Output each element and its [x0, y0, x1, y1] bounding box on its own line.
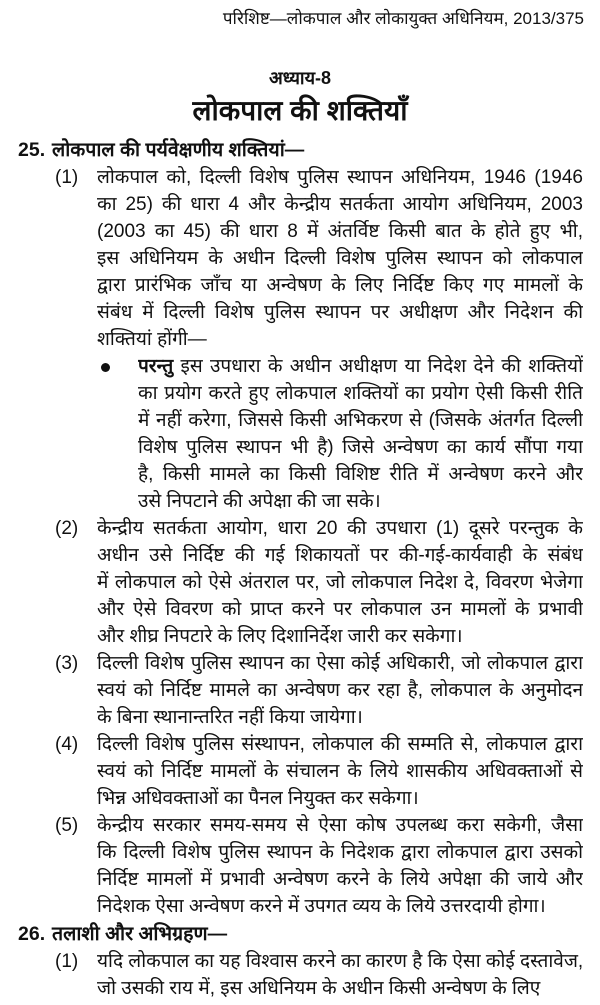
subsection-label: (5) — [55, 815, 79, 836]
text-line: केन्द्रीय सरकार समय-समय से ऐसा कोष उपलब्ध करा सकेगी, जैसा — [97, 815, 583, 836]
section-title: तलाशी और अभिग्रहण— — [52, 923, 228, 945]
text-line: (2003 का 45) की धारा 8 में अंतर्विष्ट किसी बात के होते हुए भी, — [97, 221, 583, 242]
proviso-bullet — [97, 353, 583, 515]
proviso-lead: परन्तु — [138, 356, 174, 377]
text-line: और ऐसे विवरण को प्राप्त करने पर लोकपाल उन मामलों के प्रभावी — [97, 599, 583, 620]
text-line: अधीन उसे निर्दिष्ट की गई शिकायतों पर की-गई-कार्यवाही के संबंध — [97, 545, 583, 566]
text-line: का 25) की धारा 4 और केन्द्रीय सतर्कता आयोग अधिनियम, 2003 — [97, 194, 583, 215]
text-line: विशेष पुलिस स्थापन भी है) जिसे अन्वेषण का कार्य सौंपा गया — [138, 437, 583, 458]
chapter-title: लोकपाल की शक्तियाँ — [192, 95, 408, 126]
text-line: स्वयं को निर्दिष्ट मामलों के संचालन के लिये शासकीय अधिवक्ताओं से — [97, 761, 583, 782]
section-number: 26. — [18, 923, 46, 945]
subsection-label: (3) — [55, 653, 79, 674]
text-line: दिल्ली विशेष पुलिस संस्थापन, लोकपाल की सम्मति से, लोकपाल द्वारा — [97, 734, 583, 755]
subsection-label: (1) — [55, 951, 79, 972]
text-line: दिल्ली विशेष पुलिस स्थापन का ऐसा कोई अधिकारी, जो लोकपाल द्वारा — [97, 653, 583, 674]
text-line: का प्रयोग करते हुए लोकपाल शक्तियों का प्रयोग ऐसी किसी रीति — [138, 383, 583, 404]
text-line: कि दिल्ली विशेष पुलिस स्थापन के निदेशक द्वारा लोकपाल द्वारा उसको — [97, 842, 583, 863]
text-line: निदेशक ऐसा अन्वेषण करने में उपगत व्यय के लिये उत्तरदायी होगा। — [97, 896, 546, 917]
text-line: के बिना स्थानान्तरित नहीं किया जायेगा। — [97, 707, 363, 728]
text-line: और शीघ्र निपटारे के लिए दिशानिर्देश जारी कर सकेगा। — [97, 626, 463, 647]
text-line: में नहीं करेगा, जिससे किसी अभिकरण से (जिसके अंतर्गत दिल्ली — [138, 410, 583, 431]
text-line: यदि लोकपाल का यह विश्वास करने का कारण है कि ऐसा कोई दस्तावेज, — [97, 951, 583, 972]
text-line: स्वयं को निर्दिष्ट मामले का अन्वेषण कर रहा है, लोकपाल के अनुमोदन — [97, 680, 583, 701]
document-body — [0, 136, 600, 1002]
text-line: जो उसकी राय में, इस अधिनियम के अधीन किसी अन्वेषण के लिए — [97, 978, 541, 999]
section-heading — [0, 136, 600, 164]
bullet-icon — [101, 363, 110, 372]
text-line: इस अधिनियम के अधीन दिल्ली विशेष पुलिस स्थापन को लोकपाल — [97, 248, 583, 269]
section-title: लोकपाल की पर्यवेक्षणीय शक्तियां— — [52, 139, 305, 161]
proviso-text: इस उपधारा के अधीन अधीक्षण या निदेश देने की शक्तियों — [180, 356, 583, 377]
section-heading — [0, 920, 600, 948]
text-line: भिन्न अधिवक्ताओं का पैनल नियुक्त कर सकेगा। — [97, 788, 419, 809]
subsection-label: (1) — [55, 167, 79, 188]
text-line: में लोकपाल को ऐसे अंतराल पर, जो लोकपाल निदेश दे, विवरण भेजेगा — [97, 572, 583, 593]
running-header: परिशिष्ट—लोकपाल और लोकायुक्त अधिनियम, 2013/375 — [222, 9, 584, 28]
section-number: 25. — [18, 139, 46, 161]
text-line: संबंध में दिल्ली विशेष पुलिस स्थापन पर अधीक्षण और निदेशन की — [97, 302, 583, 323]
text-line: द्वारा प्रारंभिक जाँच या अन्वेषण के लिए निर्दिष्ट किए गए मामलों के — [97, 275, 583, 296]
text-line: है, किसी मामले का किसी विशिष्ट रीति में अन्वेषण करने और — [138, 464, 583, 485]
subsection — [0, 515, 600, 650]
subsection — [0, 164, 600, 515]
subsection-label: (4) — [55, 734, 79, 755]
subsection — [0, 731, 600, 812]
subsection-label: (2) — [55, 518, 79, 539]
text-line: उसे निपटाने की अपेक्षा की जा सके। — [138, 491, 381, 512]
subsection — [0, 812, 600, 920]
subsection — [0, 650, 600, 731]
text-line — [138, 353, 583, 380]
chapter-label: अध्याय-8 — [268, 68, 332, 88]
section-25 — [0, 136, 600, 920]
section-26 — [0, 920, 600, 1002]
text-line: निर्दिष्ट मामलों में प्रभावी अन्वेषण करने के लिये अपेक्षा की जाये और — [97, 869, 583, 890]
text-line: केन्द्रीय सतर्कता आयोग, धारा 20 की उपधारा (1) दूसरे परन्तुक के — [97, 518, 583, 539]
text-line: शक्तियां होंगी— — [97, 329, 207, 350]
text-line: लोकपाल को, दिल्ली विशेष पुलिस स्थापन अधिनियम, 1946 (1946 — [97, 167, 583, 188]
subsection — [0, 948, 600, 1002]
